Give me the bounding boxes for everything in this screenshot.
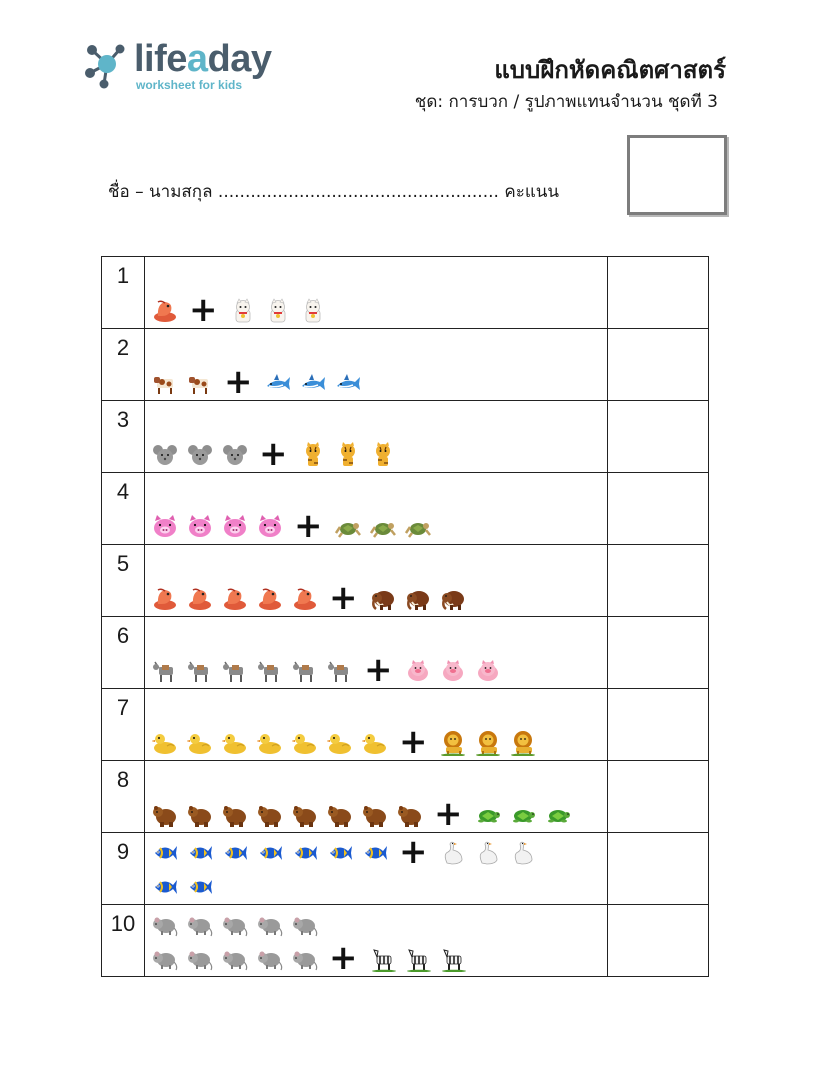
turtle-icon bbox=[545, 802, 571, 828]
answer-cell[interactable] bbox=[608, 401, 709, 473]
rat-icon bbox=[292, 946, 318, 972]
zebra-icon bbox=[405, 946, 431, 972]
fish-icon bbox=[327, 840, 353, 866]
donkey-icon bbox=[152, 658, 178, 684]
problem-number: 5 bbox=[116, 551, 130, 576]
molecule-logo-icon bbox=[82, 40, 132, 90]
bear-icon bbox=[257, 802, 283, 828]
problem-number-cell bbox=[102, 545, 145, 617]
duck-icon bbox=[187, 730, 213, 756]
cow-icon bbox=[152, 370, 178, 396]
pig-icon bbox=[440, 658, 466, 684]
rat-icon bbox=[222, 946, 248, 972]
problem-number: 10 bbox=[110, 911, 136, 936]
pig-icon bbox=[475, 658, 501, 684]
problem-number-cell bbox=[102, 329, 145, 401]
problem-number-cell bbox=[102, 257, 145, 329]
problem-picture-cell bbox=[145, 473, 608, 545]
tiger-icon bbox=[335, 442, 361, 468]
problem-row bbox=[102, 617, 709, 689]
fish-icon bbox=[257, 840, 283, 866]
fish-icon bbox=[152, 874, 178, 900]
fish-icon bbox=[152, 840, 178, 866]
problem-picture-cell bbox=[145, 617, 608, 689]
answer-cell[interactable] bbox=[608, 761, 709, 833]
shrimp-icon bbox=[187, 586, 213, 612]
problem-row bbox=[102, 761, 709, 833]
rat-icon bbox=[257, 946, 283, 972]
plus-sign: + bbox=[364, 650, 393, 690]
problem-table bbox=[101, 256, 709, 977]
problem-number: 2 bbox=[116, 335, 130, 360]
problem-number: 8 bbox=[116, 767, 130, 792]
rat-icon bbox=[187, 946, 213, 972]
fish-icon bbox=[187, 840, 213, 866]
problem-number-cell bbox=[102, 617, 145, 689]
donkey-icon bbox=[292, 658, 318, 684]
pig-face-icon bbox=[152, 514, 178, 540]
plus-sign: + bbox=[294, 506, 323, 546]
problem-picture-cell bbox=[145, 905, 608, 977]
shark-icon bbox=[335, 370, 361, 396]
goose-icon bbox=[440, 840, 466, 866]
problem-number: 7 bbox=[116, 695, 130, 720]
worksheet-title: แบบฝึกหัดคณิตศาสตร์ bbox=[494, 56, 726, 84]
bear-icon bbox=[187, 802, 213, 828]
duck-icon bbox=[292, 730, 318, 756]
fish-icon bbox=[362, 840, 388, 866]
answer-cell[interactable] bbox=[608, 617, 709, 689]
donkey-icon bbox=[327, 658, 353, 684]
plus-sign: + bbox=[399, 832, 428, 872]
plus-sign: + bbox=[259, 434, 288, 474]
problem-number-cell bbox=[102, 833, 145, 905]
goose-icon bbox=[475, 840, 501, 866]
brand-wordmark: lifeaday bbox=[134, 38, 272, 80]
turtle-icon bbox=[475, 802, 501, 828]
answer-cell[interactable] bbox=[608, 689, 709, 761]
fish-icon bbox=[292, 840, 318, 866]
problem-picture-cell bbox=[145, 689, 608, 761]
sea-turtle-icon bbox=[335, 514, 361, 540]
plus-sign: + bbox=[434, 794, 463, 834]
problem-row bbox=[102, 905, 709, 977]
shrimp-icon bbox=[222, 586, 248, 612]
donkey-icon bbox=[187, 658, 213, 684]
problem-row bbox=[102, 257, 709, 329]
lucky-cat-icon bbox=[230, 298, 256, 324]
problem-number: 6 bbox=[116, 623, 130, 648]
mouse-icon bbox=[152, 442, 178, 468]
donkey-icon bbox=[222, 658, 248, 684]
problem-number: 9 bbox=[116, 839, 130, 864]
bear-icon bbox=[362, 802, 388, 828]
problem-picture-cell bbox=[145, 833, 608, 905]
problem-number-cell bbox=[102, 689, 145, 761]
cow-icon bbox=[187, 370, 213, 396]
mammoth-icon bbox=[370, 586, 396, 612]
sea-turtle-icon bbox=[370, 514, 396, 540]
shrimp-icon bbox=[257, 586, 283, 612]
rat-icon bbox=[257, 912, 283, 938]
lion-icon bbox=[440, 730, 466, 756]
pig-face-icon bbox=[187, 514, 213, 540]
tiger-icon bbox=[300, 442, 326, 468]
duck-icon bbox=[222, 730, 248, 756]
plus-sign: + bbox=[189, 290, 218, 330]
fish-icon bbox=[222, 840, 248, 866]
answer-cell[interactable] bbox=[608, 257, 709, 329]
student-name-line: ชื่อ – นามสกุล .................................................... คะแนน bbox=[108, 182, 560, 202]
shark-icon bbox=[265, 370, 291, 396]
problem-number-cell bbox=[102, 401, 145, 473]
problem-picture-cell bbox=[145, 545, 608, 617]
bear-icon bbox=[327, 802, 353, 828]
worksheet-subtitle: ชุด: การบวก / รูปภาพแทนจำนวน ชุดที 3 bbox=[414, 92, 718, 112]
problem-number: 4 bbox=[116, 479, 130, 504]
plus-sign: + bbox=[329, 578, 358, 618]
brand-tagline: worksheet for kids bbox=[136, 78, 243, 92]
zebra-icon bbox=[440, 946, 466, 972]
answer-cell[interactable] bbox=[608, 833, 709, 905]
plus-sign: + bbox=[399, 722, 428, 762]
answer-cell[interactable] bbox=[608, 329, 709, 401]
shrimp-icon bbox=[152, 298, 178, 324]
problem-row bbox=[102, 329, 709, 401]
answer-cell[interactable] bbox=[608, 473, 709, 545]
pig-face-icon bbox=[257, 514, 283, 540]
turtle-icon bbox=[510, 802, 536, 828]
duck-icon bbox=[257, 730, 283, 756]
tiger-icon bbox=[370, 442, 396, 468]
shark-icon bbox=[300, 370, 326, 396]
bear-icon bbox=[152, 802, 178, 828]
fish-icon bbox=[187, 874, 213, 900]
answer-cell[interactable] bbox=[608, 545, 709, 617]
rat-icon bbox=[222, 912, 248, 938]
problem-picture-cell bbox=[145, 761, 608, 833]
bear-icon bbox=[292, 802, 318, 828]
mouse-icon bbox=[187, 442, 213, 468]
lion-icon bbox=[475, 730, 501, 756]
problem-number-cell bbox=[102, 905, 145, 977]
problem-picture-cell bbox=[145, 401, 608, 473]
problem-number-cell bbox=[102, 473, 145, 545]
rat-icon bbox=[187, 912, 213, 938]
problem-number: 1 bbox=[116, 263, 130, 288]
problem-row bbox=[102, 401, 709, 473]
pig-icon bbox=[405, 658, 431, 684]
rat-icon bbox=[292, 912, 318, 938]
rat-icon bbox=[152, 912, 178, 938]
mouse-icon bbox=[222, 442, 248, 468]
bear-icon bbox=[222, 802, 248, 828]
donkey-icon bbox=[257, 658, 283, 684]
zebra-icon bbox=[370, 946, 396, 972]
plus-sign: + bbox=[224, 362, 253, 402]
duck-icon bbox=[152, 730, 178, 756]
goose-icon bbox=[510, 840, 536, 866]
mammoth-icon bbox=[440, 586, 466, 612]
problem-row bbox=[102, 689, 709, 761]
problem-picture-cell bbox=[145, 257, 608, 329]
score-box[interactable] bbox=[627, 135, 727, 215]
mammoth-icon bbox=[405, 586, 431, 612]
lion-icon bbox=[510, 730, 536, 756]
rat-icon bbox=[152, 946, 178, 972]
lucky-cat-icon bbox=[265, 298, 291, 324]
shrimp-icon bbox=[292, 586, 318, 612]
problem-picture-cell bbox=[145, 329, 608, 401]
problem-row bbox=[102, 833, 709, 905]
pig-face-icon bbox=[222, 514, 248, 540]
sea-turtle-icon bbox=[405, 514, 431, 540]
brand-logo bbox=[82, 40, 282, 100]
shrimp-icon bbox=[152, 586, 178, 612]
duck-icon bbox=[327, 730, 353, 756]
bear-icon bbox=[397, 802, 423, 828]
problem-number: 3 bbox=[116, 407, 130, 432]
problem-row bbox=[102, 473, 709, 545]
duck-icon bbox=[362, 730, 388, 756]
lucky-cat-icon bbox=[300, 298, 326, 324]
answer-cell[interactable] bbox=[608, 905, 709, 977]
plus-sign: + bbox=[329, 938, 358, 978]
problem-row bbox=[102, 545, 709, 617]
problem-number-cell bbox=[102, 761, 145, 833]
